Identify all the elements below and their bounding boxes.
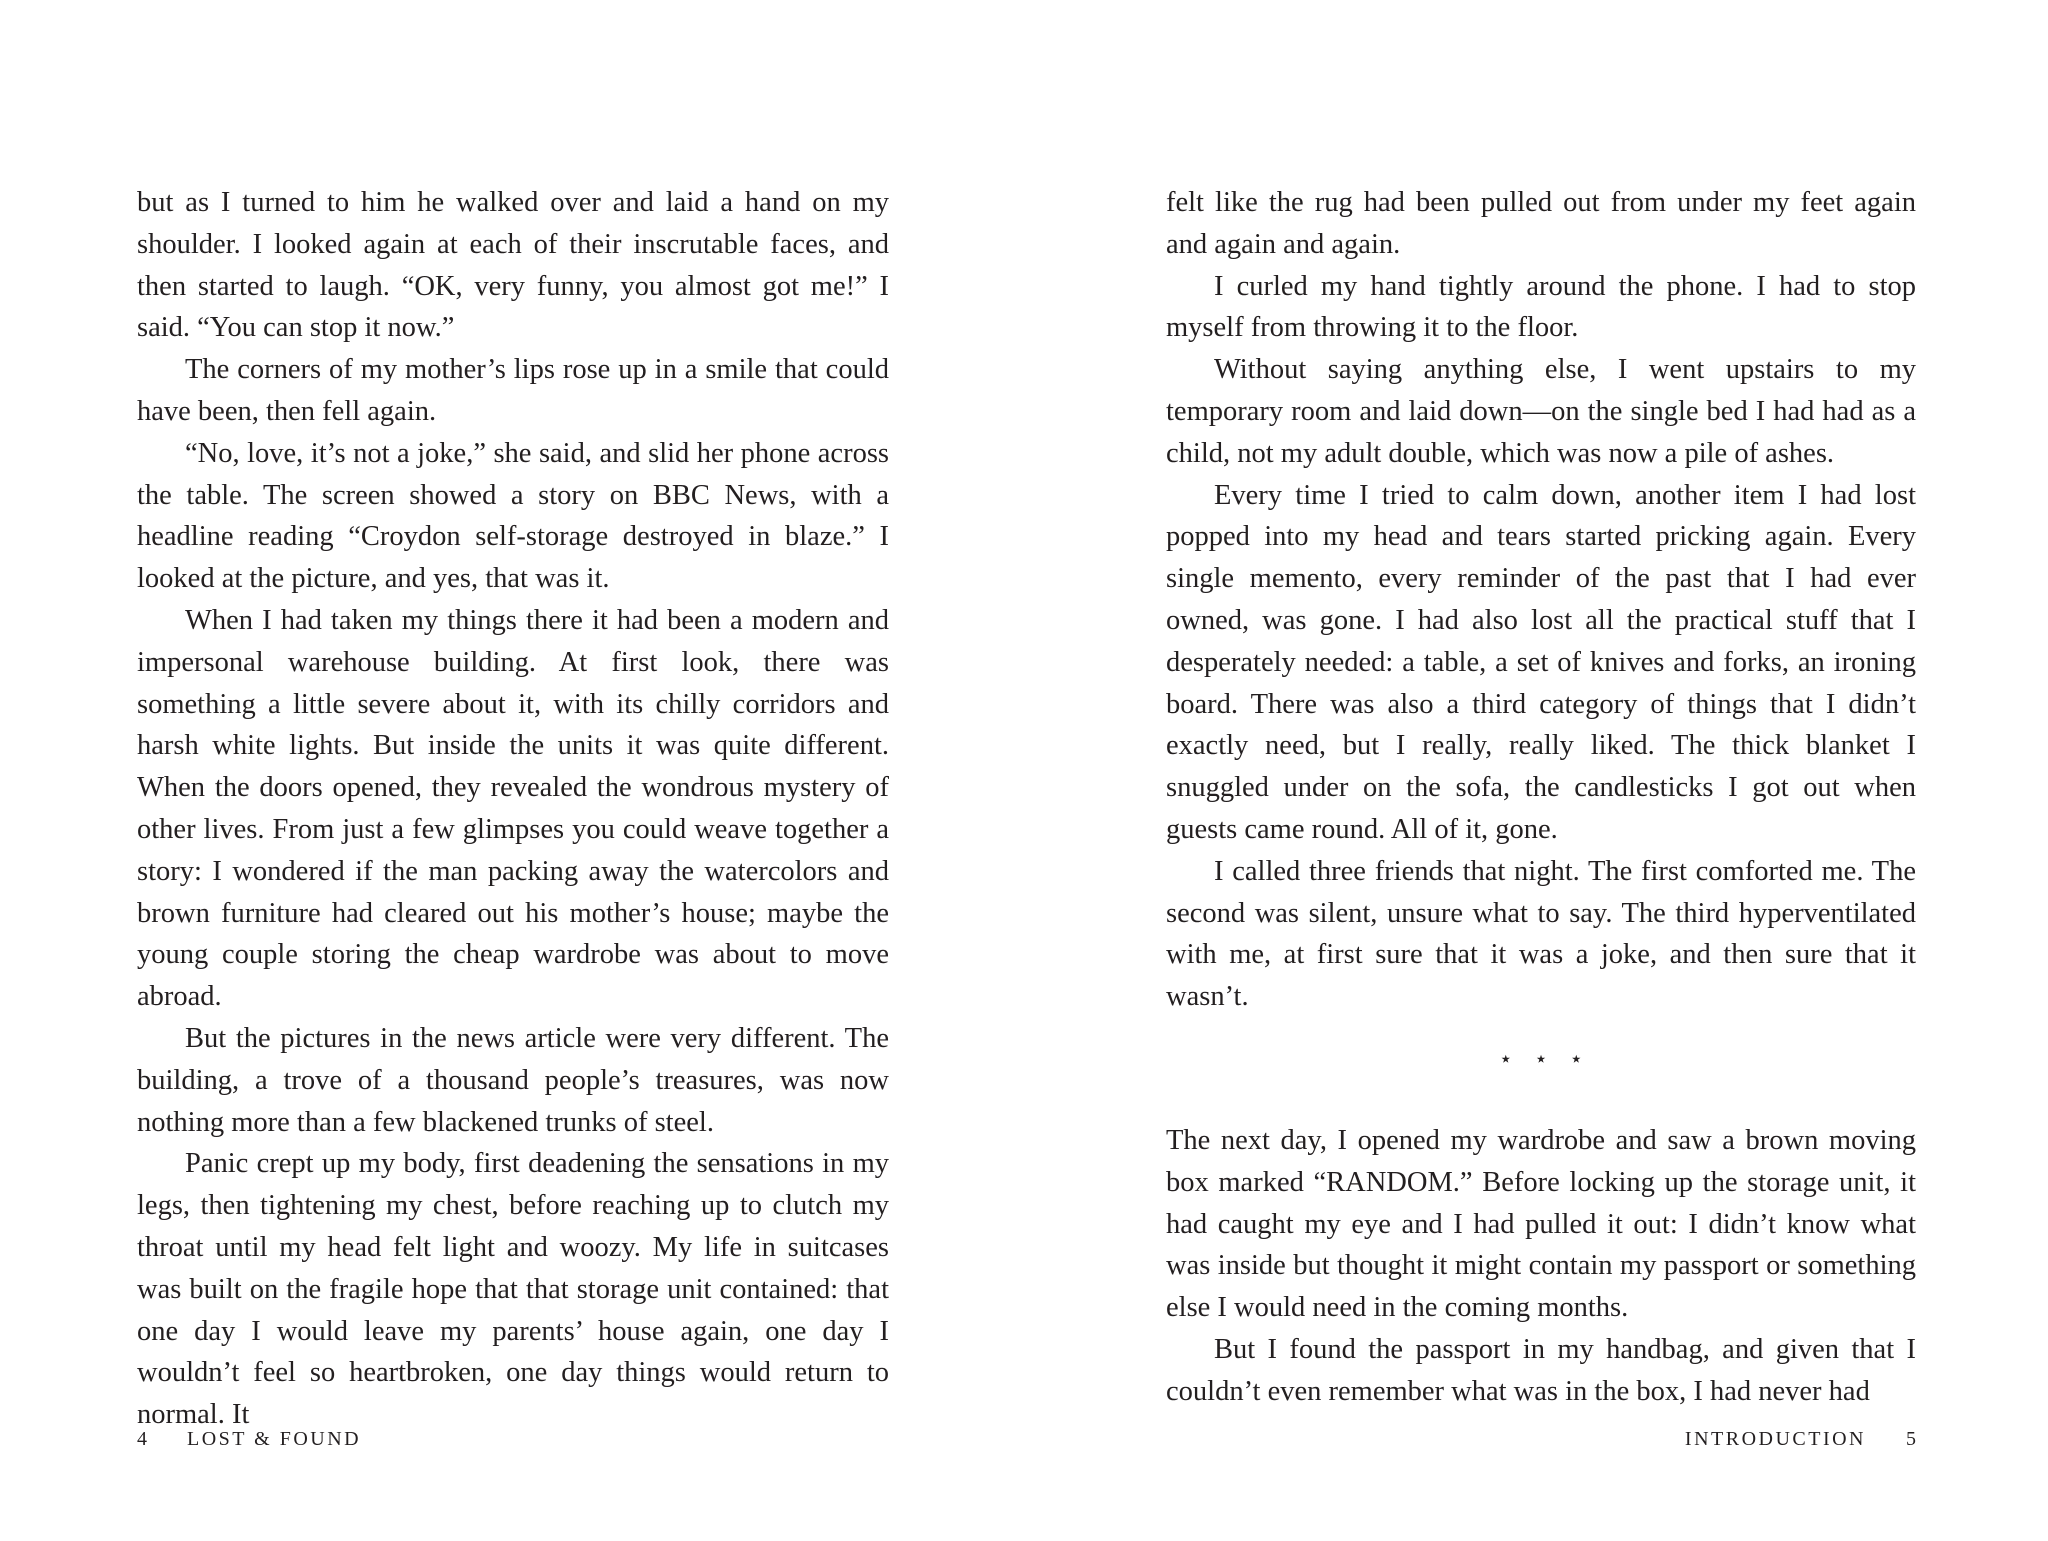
paragraph: Without saying anything else, I went upstairs to my temporary room and laid down—on the single bed I had had as a child, not my adult double, which was now a pile of ashes. <box>1166 354 1916 469</box>
paragraph: But the pictures in the news article were very different. The building, a trove of a thousand people’s treasures, was now nothing more than a few blackened trunks of steel. <box>137 1022 889 1138</box>
right-page-body <box>1166 182 1916 1413</box>
paragraph: But I found the passport in my handbag, and given that I couldn’t even remember what was in the box, I had never had <box>1166 1333 1916 1407</box>
running-head: LOST & FOUND <box>187 1428 362 1450</box>
paragraph: felt like the rug had been pulled out from under my feet again and again and again. <box>1166 187 1916 260</box>
paragraph: The next day, I opened my wardrobe and saw a brown moving box marked “RANDOM.” Before locking up the storage unit, it had caught my eye and I had pulled it out: I didn’t know what was inside but thought it might contain my passport or something else I would need in the coming months. <box>1166 1124 1916 1324</box>
paragraph: I called three friends that night. The first comforted me. The second was silent, unsure what to say. The third hyperventilated with me, at first sure that it was a joke, and then sure that it wasn’t. <box>1166 855 1916 1013</box>
right-page-footer <box>1685 1427 1916 1451</box>
paragraph: Panic crept up my body, first deadening the sensations in my legs, then tightening my chest, before reaching up to clutch my throat until my head felt light and woozy. My life in suitcases was built on the fragile hope that that storage unit contained: that one day I would leave my parents’ house again, one day I wouldn’t feel so heartbroken, one day things would return to normal. It <box>137 1148 889 1431</box>
left-page-body <box>137 182 889 1436</box>
paragraph: When I had taken my things there it had been a modern and impersonal warehouse building. At first look, there was something a little severe about it, with its chilly corridors and harsh white lights. But inside the units it was quite different. When the doors opened, they revealed the wondrous mystery of other lives. From just a few glimpses you could weave together a story: I wondered if the man packing away the watercolors and brown furniture had cleared out his mother’s house; maybe the young couple storing the cheap wardrobe was about to move abroad. <box>137 604 889 1013</box>
left-page-footer <box>137 1427 361 1451</box>
paragraph: I curled my hand tightly around the phone. I had to stop myself from throwing it to the floor. <box>1166 270 1916 344</box>
section-break: ⋆ ⋆ ⋆ <box>1498 1045 1592 1071</box>
paragraph: “No, love, it’s not a joke,” she said, and slid her phone across the table. The screen showed a story on BBC News, with a headline reading “Croydon self-storage destroyed in blaze.” I looked at the picture, and yes, that was it. <box>137 437 889 595</box>
paragraph: Every time I tried to calm down, another item I had lost popped into my head and tears started pricking again. Every single memento, every reminder of the past that I had ever owned, was gone. I had also lost all the practical stuff that I desperately needed: a table, a set of knives and forks, an ironing board. There was also a third category of things that I didn’t exactly need, but I really, really liked. The thick blanket I snuggled under on the sofa, the candlesticks I got out when guests came round. All of it, gone. <box>1166 479 1916 845</box>
running-head: INTRODUCTION <box>1684 1428 1866 1450</box>
page-number: 5 <box>1906 1428 1916 1450</box>
right-page <box>1024 0 2048 1541</box>
page-number: 4 <box>137 1428 147 1450</box>
paragraph: but as I turned to him he walked over and laid a hand on my shoulder. I looked again at each of their inscrutable faces, and then started to laugh. “OK, very funny, you almost got me!” I said. “You can stop it now.” <box>137 187 889 344</box>
paragraph: The corners of my mother’s lips rose up in a smile that could have been, then fell again. <box>137 354 889 427</box>
